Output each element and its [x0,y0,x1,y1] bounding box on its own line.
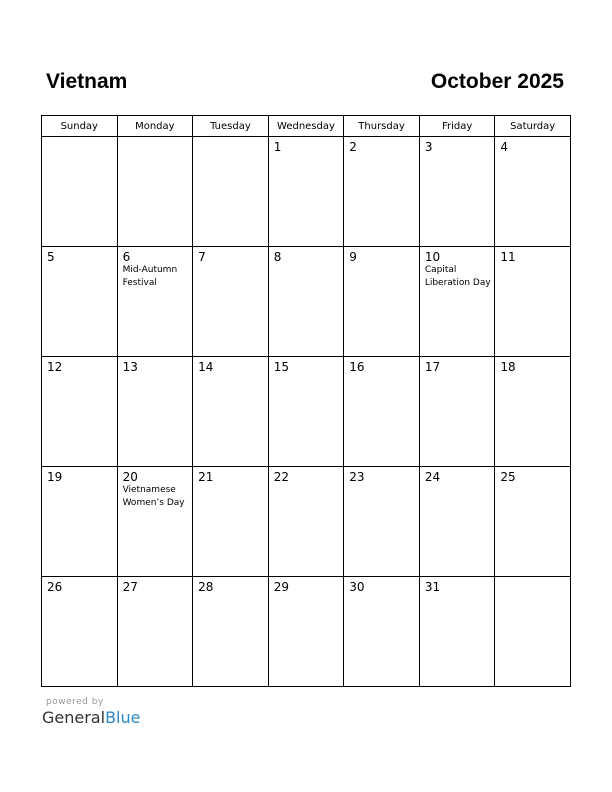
day-cell [193,577,269,687]
day-number: 28 [198,580,214,594]
powered-by-label: powered by [46,697,104,707]
week-row [42,357,571,467]
day-cell [117,357,193,467]
weekday-header: Thursday [344,116,420,137]
day-cell [344,137,420,247]
day-cell [419,577,495,687]
holiday-label: Vietnamese Women’s Day [122,485,185,508]
day-cell [193,467,269,577]
day-number: 5 [47,250,55,264]
day-cell [42,467,118,577]
day-cell [495,467,571,577]
day-number: 15 [273,360,289,374]
day-number: 6 [122,250,131,264]
day-number: 18 [500,360,516,374]
generalblue-logo[interactable] [42,708,140,727]
day-number: 12 [47,360,63,374]
day-cell [42,357,118,467]
day-cell [495,357,571,467]
weekday-header: Friday [419,116,495,137]
day-number: 1 [273,140,282,154]
day-number: 23 [349,470,365,484]
country-title: Vietnam [46,70,128,93]
day-number: 24 [424,470,441,484]
day-cell [268,137,344,247]
day-cell [344,357,420,467]
day-number: 16 [349,360,365,374]
day-cell [268,577,344,687]
day-cell [495,137,571,247]
holiday-label: Mid-Autumn Festival [122,265,178,288]
calendar-grid [41,115,571,687]
brand-blue: Blue [105,708,141,727]
day-number: 9 [349,250,357,264]
weekday-header-row [42,116,571,137]
day-number: 21 [198,470,214,484]
day-cell [419,357,495,467]
day-number: 31 [424,580,441,594]
week-row [42,137,571,247]
day-number: 25 [500,470,516,484]
day-cell [117,577,193,687]
day-cell [268,467,344,577]
day-number: 20 [122,470,138,484]
holiday-label: Capital Liberation Day [424,265,491,288]
day-number: 10 [424,250,441,264]
weekday-header: Tuesday [193,116,269,137]
day-number: 3 [424,140,433,154]
day-number: 4 [500,140,509,154]
day-cell [419,467,495,577]
day-number: 27 [122,580,138,594]
day-number: 11 [500,250,516,264]
day-cell [268,247,344,357]
day-number: 17 [424,360,441,374]
day-cell [117,137,193,247]
weekday-header: Monday [117,116,193,137]
day-cell [419,247,495,357]
day-cell [344,577,420,687]
day-cell [495,577,571,687]
day-cell [193,137,269,247]
day-cell [419,137,495,247]
day-number: 29 [273,580,289,594]
day-number: 14 [198,360,214,374]
day-cell [42,247,118,357]
day-number: 19 [47,470,63,484]
day-number: 7 [198,250,206,264]
weekday-header: Saturday [495,116,571,137]
day-cell [117,467,193,577]
day-cell [344,247,420,357]
week-row [42,577,571,687]
day-number: 2 [349,140,357,154]
day-number: 22 [273,470,289,484]
brand-general: General [42,708,106,727]
day-number: 26 [47,580,63,594]
day-cell [42,137,118,247]
day-cell [117,247,193,357]
day-cell [344,467,420,577]
day-number: 8 [273,250,282,264]
day-cell [193,247,269,357]
day-number: 13 [122,360,138,374]
day-number: 30 [349,580,365,594]
month-title: October 2025 [430,70,564,93]
week-row [42,247,571,357]
weekday-header: Wednesday [268,116,344,137]
weekday-header: Sunday [42,116,118,137]
day-cell [42,577,118,687]
day-cell [193,357,269,467]
week-row [42,467,571,577]
day-cell [268,357,344,467]
day-cell [495,247,571,357]
